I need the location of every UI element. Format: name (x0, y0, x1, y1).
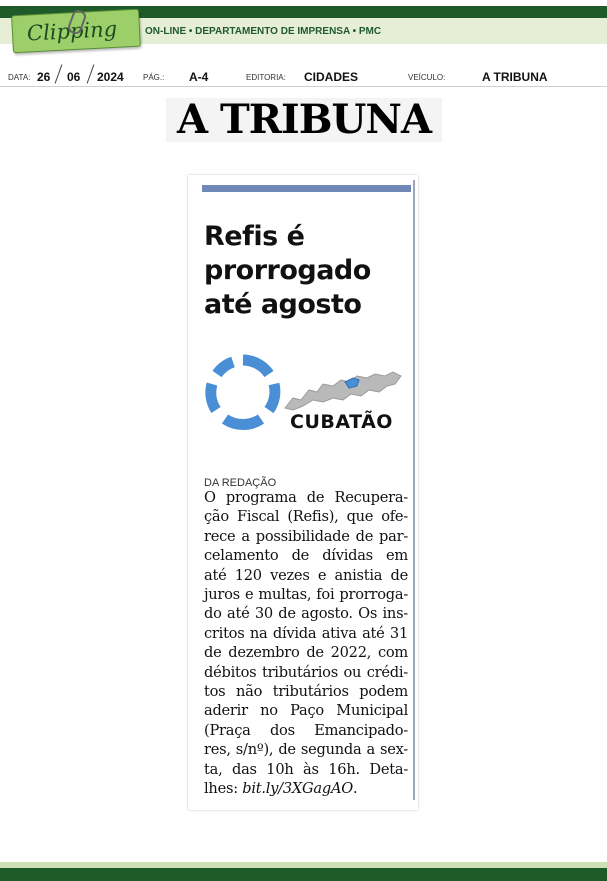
body-line: O programa de Recupera- (204, 489, 408, 506)
header-band (0, 0, 607, 46)
body-line: celamento de dívidas em (204, 547, 408, 565)
veiculo-label: VEÍCULO: (408, 73, 446, 82)
body-line: débitos tributários ou crédi- (204, 663, 408, 681)
headline-line: Refis é (204, 221, 305, 252)
clipping-info-bar (0, 68, 607, 88)
body-line: res, s/nº), de segunda a sex- (204, 741, 408, 759)
department-label: ON-LINE • DEPARTAMENTO DE IMPRENSA • PMC (145, 26, 382, 37)
date-year: 2024 (97, 70, 124, 84)
refresh-cycle-icon (203, 352, 283, 432)
body-line-link (204, 779, 408, 798)
pag-value: A-4 (189, 70, 209, 84)
clipping-label: Clipping (26, 16, 118, 46)
article-body (204, 488, 408, 799)
body-line: (Praça dos Emancipado- (204, 721, 408, 739)
article-headline (204, 220, 404, 322)
date-separator (55, 64, 63, 83)
details-prefix: lhes: (204, 780, 243, 798)
article-top-rule (202, 185, 411, 192)
body-line: tos não tributários podem (204, 683, 408, 701)
divider (0, 86, 607, 87)
byline: DA REDAÇÃO (204, 477, 277, 489)
body-line: critos na dívida ativa até 31 (204, 624, 408, 642)
editoria-label: EDITORIA: (246, 73, 286, 82)
body-line: aderir no Paço Municipal (204, 702, 408, 720)
veiculo-value: A TRIBUNA (482, 70, 548, 84)
date-day: 26 (37, 70, 51, 84)
body-line: de dezembro de 2022, com (204, 644, 408, 662)
column-divider (413, 180, 415, 800)
headline-line: prorrogado (204, 255, 371, 286)
body-line: ção Fiscal (Refis), que ofe- (204, 508, 408, 526)
body-line: até 120 vezes e anistia de (204, 566, 408, 584)
body-line: do até 30 de agosto. Os ins- (204, 605, 408, 623)
city-label: CUBATÃO (290, 411, 393, 433)
body-line: juros e multas, foi prorroga- (204, 586, 408, 604)
newspaper-logo: A TRIBUNA (166, 98, 442, 142)
editoria-value: CIDADES (304, 70, 359, 84)
details-link[interactable]: bit.ly/3XGagAO (242, 780, 353, 798)
body-line: ta, das 10h às 16h. Deta- (204, 760, 408, 778)
map-icon (283, 368, 403, 412)
footer-band (0, 862, 607, 881)
data-label: DATA: (8, 73, 31, 82)
details-suffix: . (352, 780, 358, 798)
date-month: 06 (67, 70, 81, 84)
headline-line: até agosto (204, 289, 362, 320)
footer-dark-stripe (0, 868, 607, 881)
body-line: rece a possibilidade de par- (204, 527, 408, 545)
date-separator (87, 64, 95, 83)
pag-label: PÁG.: (143, 73, 165, 82)
